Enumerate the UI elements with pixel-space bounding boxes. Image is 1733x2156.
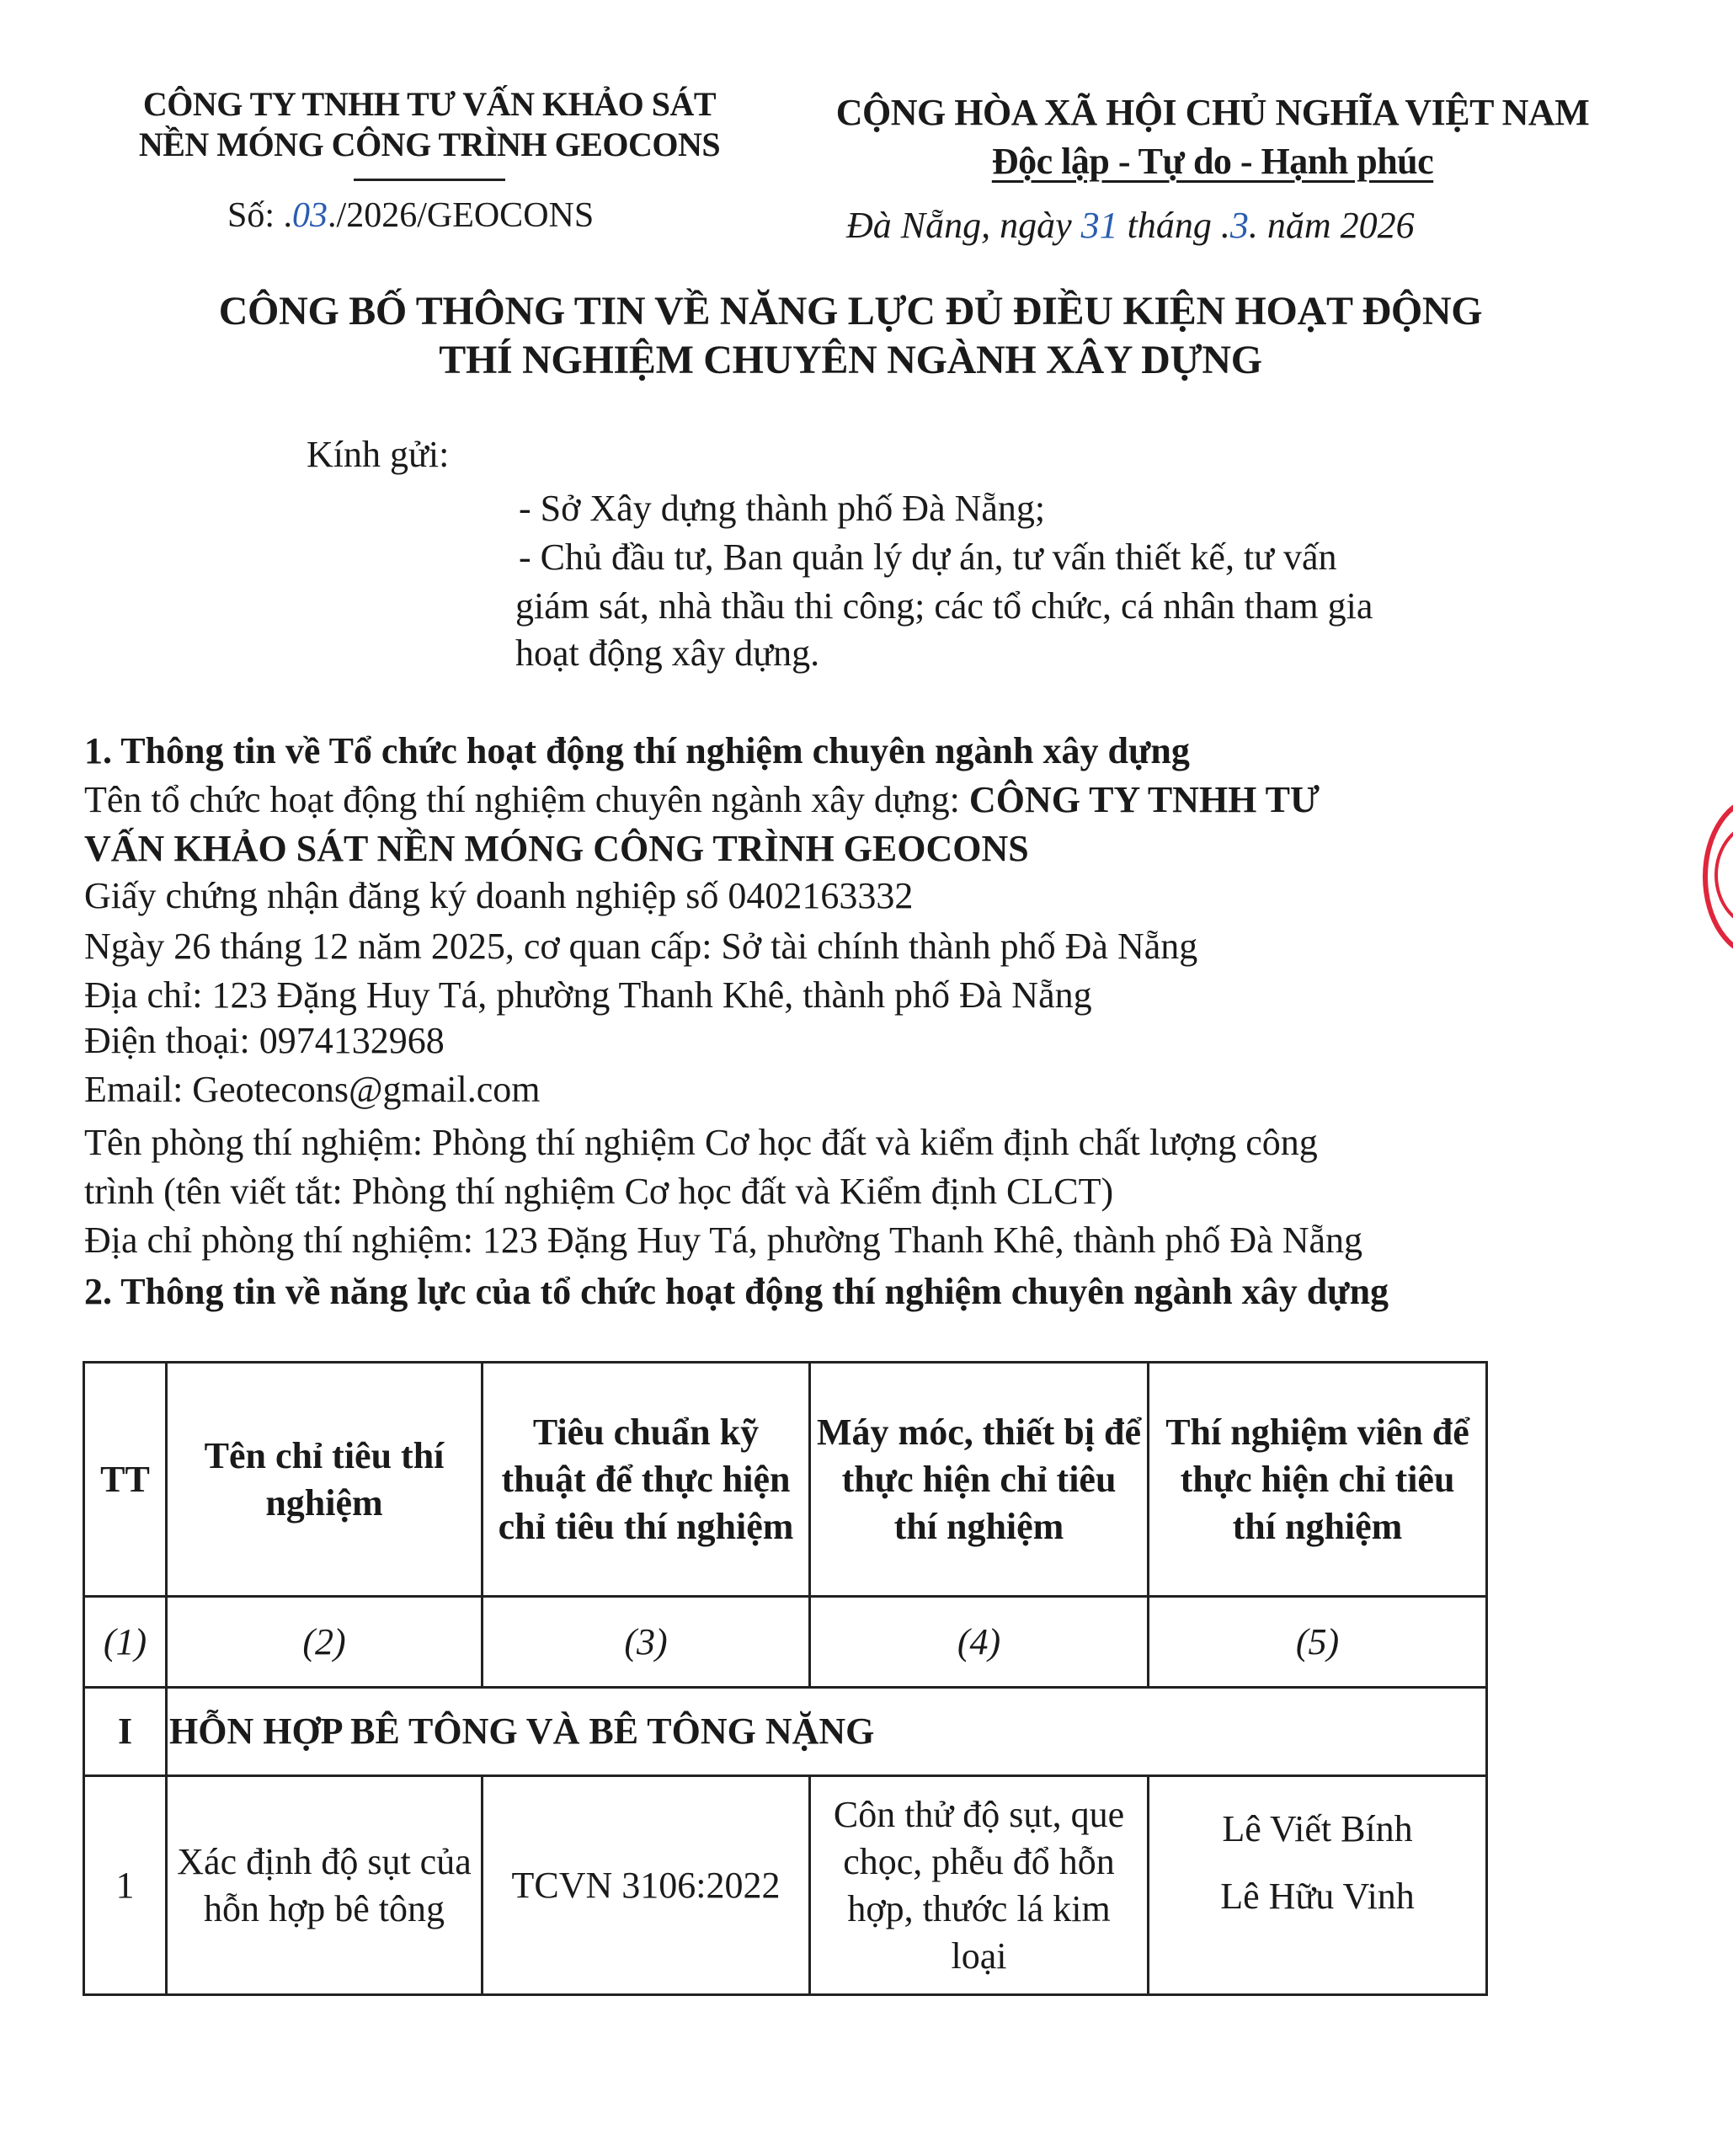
row-staff <box>1149 1776 1487 1995</box>
org-phone: Điện thoại: 0974132968 <box>84 1020 445 1061</box>
document-date <box>846 204 1415 247</box>
date-prefix: Đà Nẵng, ngày <box>846 205 1081 246</box>
company-name-line1: CÔNG TY TNHH TƯ VẤN KHẢO SÁT <box>142 85 717 123</box>
business-license: Giấy chứng nhận đăng ký doanh nghiệp số 0402163332 <box>84 875 914 916</box>
header-left-underline <box>354 179 505 181</box>
document-title-line2: THÍ NGHIỆM CHUYÊN NGÀNH XÂY DỰNG <box>439 338 1262 382</box>
col-number-3: (3) <box>483 1597 810 1688</box>
company-name-line2: NỀN MÓNG CÔNG TRÌNH GEOCONS <box>138 125 721 163</box>
col-number-5: (5) <box>1149 1597 1487 1688</box>
date-suffix: . năm 2026 <box>1248 205 1415 246</box>
col-number-1: (1) <box>84 1597 167 1688</box>
org-label: Tên tổ chức hoạt động thí nghiệm chuyên ngành xây dựng: <box>84 779 969 820</box>
lab-name-line1: Tên phòng thí nghiệm: Phòng thí nghiệm Cơ học đất và kiểm định chất lượng công <box>84 1122 1318 1163</box>
document-number <box>227 195 594 236</box>
document-number-suffix: ./2026/GEOCONS <box>328 196 595 235</box>
header-test-name: Tên chỉ tiêu thí nghiệm <box>167 1363 483 1597</box>
recipient-2-line1: - Chủ đầu tư, Ban quản lý dự án, tư vấn thiết kế, tư vấn <box>519 536 1337 578</box>
table-row <box>84 1776 1487 1995</box>
header-tt: TT <box>84 1363 167 1597</box>
row-test-name: Xác định độ sụt của hỗn hợp bê tông <box>167 1776 483 1995</box>
row-equipment: Côn thử độ sụt, que chọc, phễu đổ hỗn hợp, thước lá kim loại <box>810 1776 1149 1995</box>
org-name-line1 <box>84 778 1320 821</box>
date-day: 31 <box>1080 205 1118 246</box>
section-index: I <box>84 1688 167 1776</box>
staff-member: Lê Hữu Vinh <box>1220 1876 1415 1917</box>
col-number-4: (4) <box>810 1597 1149 1688</box>
document-number-prefix: Số: . <box>227 196 293 235</box>
national-motto: Độc lập - Tự do - Hạnh phúc <box>991 141 1434 182</box>
table-section-row <box>84 1688 1487 1776</box>
license-issued: Ngày 26 tháng 12 năm 2025, cơ quan cấp: Sở tài chính thành phố Đà Nẵng <box>84 926 1198 967</box>
recipients-label: Kính gửi: <box>307 434 450 475</box>
staff-member: Lê Viết Bính <box>1222 1808 1413 1849</box>
section1-heading: 1. Thông tin về Tổ chức hoạt động thí nghiệm chuyên ngành xây dựng <box>84 730 1190 771</box>
org-name-line2: VẤN KHẢO SÁT NỀN MÓNG CÔNG TRÌNH GEOCONS <box>84 828 1029 869</box>
recipient-2-line2: giám sát, nhà thầu thi công; các tổ chức, cá nhân tham gia <box>515 585 1373 627</box>
header-equipment: Máy móc, thiết bị để thực hiện chỉ tiêu thí nghiệm <box>810 1363 1149 1597</box>
lab-name-line2: trình (tên viết tắt: Phòng thí nghiệm Cơ học đất và Kiểm định CLCT) <box>84 1171 1114 1212</box>
document-title-line1: CÔNG BỐ THÔNG TIN VỀ NĂNG LỰC ĐỦ ĐIỀU KIỆN HOẠT ĐỘNG <box>218 289 1483 334</box>
org-email: Email: Geotecons@gmail.com <box>84 1069 541 1110</box>
document-number-value: 03 <box>292 196 328 235</box>
table-column-number-row <box>84 1597 1487 1688</box>
capability-table <box>83 1361 1488 1996</box>
row-standard: TCVN 3106:2022 <box>483 1776 810 1995</box>
recipient-2-line3: hoạt động xây dựng. <box>515 632 820 674</box>
header-staff: Thí nghiệm viên để thực hiện chỉ tiêu thí nghiệm <box>1149 1363 1487 1597</box>
row-tt: 1 <box>84 1776 167 1995</box>
section-title: HỖN HỢP BÊ TÔNG VÀ BÊ TÔNG NẶNG <box>167 1688 1487 1776</box>
recipient-1: - Sở Xây dựng thành phố Đà Nẵng; <box>519 488 1046 529</box>
date-mid: tháng . <box>1117 205 1230 246</box>
section2-heading: 2. Thông tin về năng lực của tổ chức hoạt động thí nghiệm chuyên ngành xây dựng <box>84 1271 1389 1312</box>
org-name-part1: CÔNG TY TNHH TƯ <box>968 779 1320 820</box>
col-number-2: (2) <box>167 1597 483 1688</box>
lab-address: Địa chỉ phòng thí nghiệm: 123 Đặng Huy Tá, phường Thanh Khê, thành phố Đà Nẵng <box>84 1219 1363 1261</box>
table-header-row <box>84 1363 1487 1597</box>
date-month: 3 <box>1229 205 1249 246</box>
org-address: Địa chỉ: 123 Đặng Huy Tá, phường Thanh Khê, thành phố Đà Nẵng <box>84 974 1092 1016</box>
national-title: CỘNG HÒA XÃ HỘI CHỦ NGHĨA VIỆT NAM <box>835 92 1590 133</box>
header-standard: Tiêu chuẩn kỹ thuật để thực hiện chỉ tiêu thí nghiệm <box>483 1363 810 1597</box>
